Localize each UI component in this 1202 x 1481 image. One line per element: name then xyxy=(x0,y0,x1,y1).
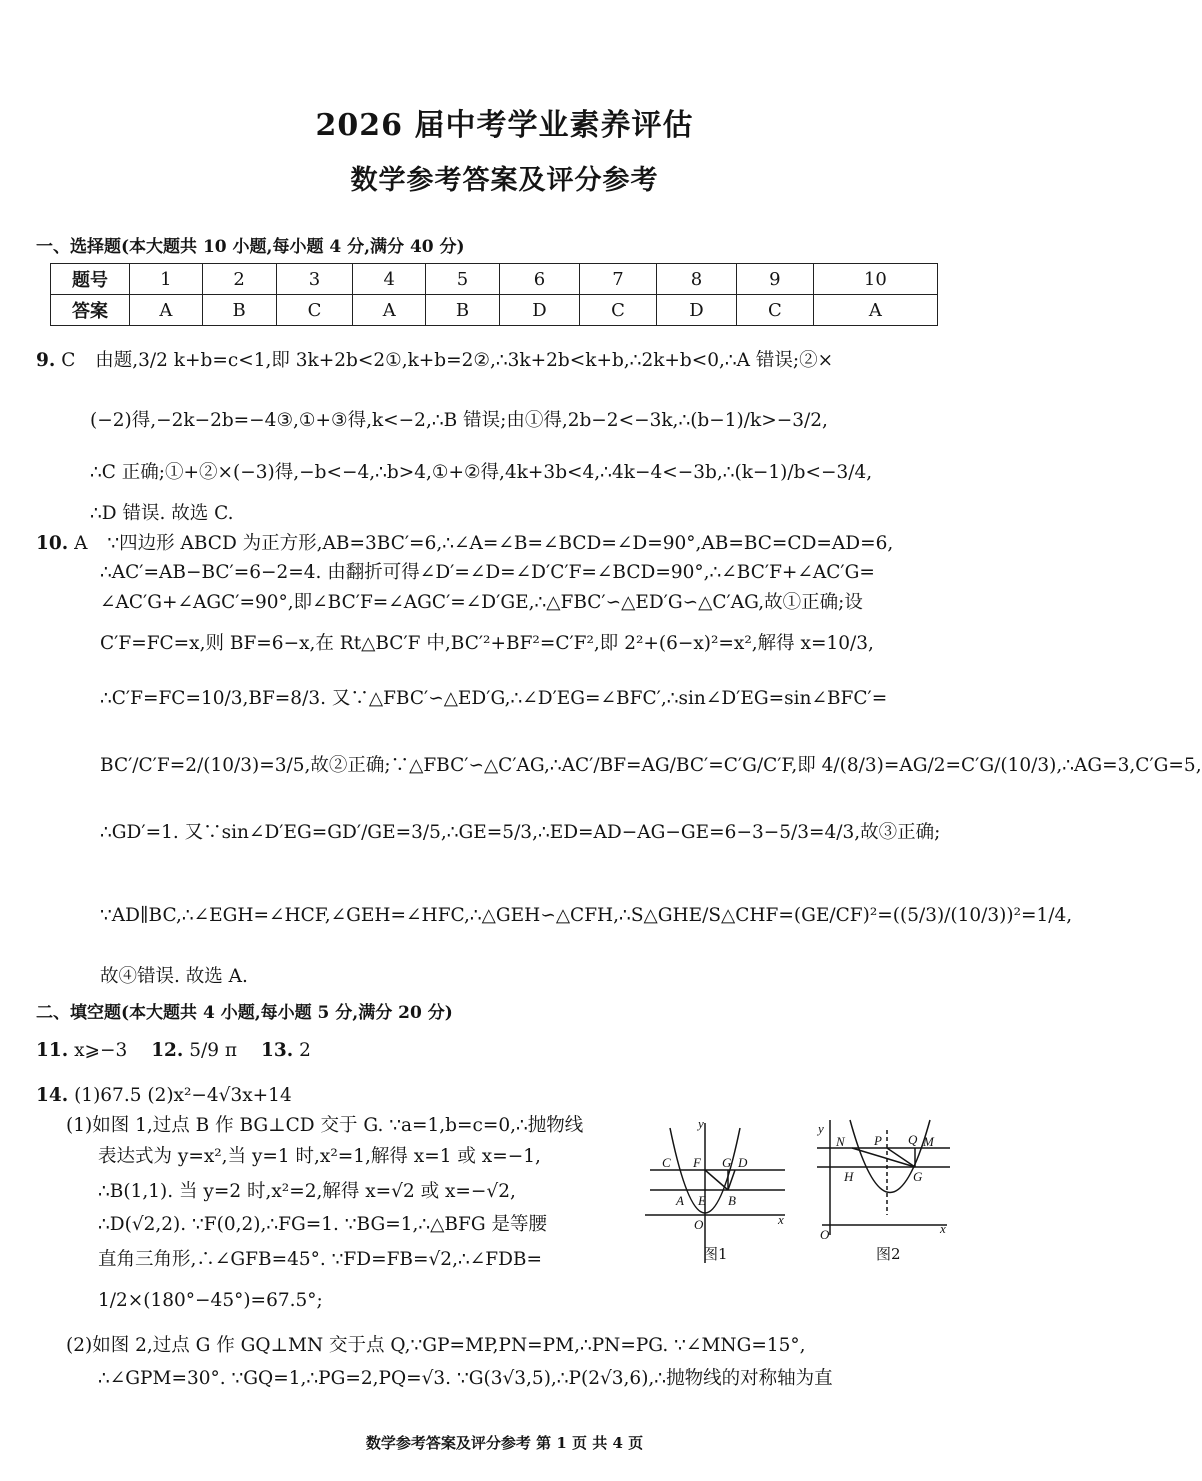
section-heading-choice: 一、选择题(本大题共 10 小题,每小题 4 分,满分 40 分) xyxy=(36,237,465,257)
q10-line-1 xyxy=(36,533,893,555)
answer-cell: C xyxy=(580,295,657,326)
fig1-label-d: D xyxy=(738,1155,748,1170)
q14-line-4: ∴D(√2,2). ∵F(0,2),∴FG=1. ∵BG=1,∴△BFG 是等腰 xyxy=(98,1214,547,1235)
q14-line-8: ∴∠GPM=30°. ∵GQ=1,∴PG=2,PQ=√3. ∵G(3√3,5),∴P(2√3,6),∴抛物线的对称轴为直 xyxy=(98,1368,833,1389)
answer-cell: C xyxy=(737,295,814,326)
question-number-cell: 5 xyxy=(426,264,500,295)
answer-cell: B xyxy=(426,295,500,326)
q9-line-3: ∴C 正确;①+②×(−3)得,−b<−4,∴b>4,①+②得,4k+3b<4,∴4k−4<−3b,∴(k−1)/b<−3/4, xyxy=(90,462,873,483)
question-answer: A xyxy=(74,533,88,554)
fig2-label-y: y xyxy=(818,1121,824,1136)
figure-1-caption: 图1 xyxy=(703,1245,728,1263)
answer-cell: D xyxy=(656,295,736,326)
answer-13: 2 xyxy=(299,1040,311,1061)
fig1-label-f: F xyxy=(693,1155,701,1170)
question-number: 14. xyxy=(36,1085,69,1106)
question-number-cell: 10 xyxy=(813,264,937,295)
question-number-cell: 7 xyxy=(580,264,657,295)
table-row xyxy=(51,264,938,295)
table-header-cell: 答案 xyxy=(51,295,130,326)
q10-line-9: 故④错误. 故选 A. xyxy=(100,966,248,987)
answer-12: 5/9 π xyxy=(189,1040,238,1061)
page-footer: 数学参考答案及评分参考 第 1 页 共 4 页 xyxy=(365,1434,644,1452)
question-number: 11. xyxy=(36,1040,69,1061)
answer-cell: C xyxy=(276,295,353,326)
q9-line-1 xyxy=(36,350,833,372)
fig1-label-y: y xyxy=(698,1116,704,1131)
fig2-label-n: N xyxy=(836,1134,845,1149)
solution-text: 由题,3/2 k+b=c<1,即 3k+2b<2①,k+b=2②,∴3k+2b<k+b,∴2k+b<0,∴A 错误;②× xyxy=(95,350,834,371)
question-answer: C xyxy=(61,350,76,371)
q11-13-line xyxy=(36,1040,311,1062)
figure-2 xyxy=(812,1115,952,1245)
q10-line-6: BC′/C′F=2/(10/3)=3/5,故②正确;∵△FBC′∽△C′AG,∴AC′/BF=AG/BC′=C′G/C′F,即 4/(8/3)=AG/2=C′G/(10/3),∴AG=3,C′G=5, xyxy=(100,755,1202,776)
question-number-cell: 2 xyxy=(202,264,276,295)
question-number-cell: 3 xyxy=(276,264,353,295)
fig1-label-x: x xyxy=(778,1212,784,1227)
answer-cell: A xyxy=(353,295,426,326)
answer-cell: A xyxy=(813,295,937,326)
table-header-cell: 题号 xyxy=(51,264,130,295)
fig2-label-q: Q xyxy=(908,1132,918,1147)
answer-cell: B xyxy=(202,295,276,326)
question-number: 13. xyxy=(260,1040,294,1061)
fig1-label-g: G xyxy=(722,1155,732,1170)
q10-line-2: ∴AC′=AB−BC′=6−2=4. 由翻折可得∠D′=∠D=∠D′C′F=∠BCD=90°,∴∠BC′F+∠AC′G= xyxy=(100,562,875,583)
answer-11: x⩾−3 xyxy=(74,1040,128,1061)
question-number: 9. xyxy=(36,350,56,371)
answer-table xyxy=(50,263,938,326)
section-heading-fill: 二、填空题(本大题共 4 小题,每小题 5 分,满分 20 分) xyxy=(36,1003,453,1023)
question-number-cell: 9 xyxy=(737,264,814,295)
q9-line-2: (−2)得,−2k−2b=−4③,①+③得,k<−2,∴B 错误;由①得,2b−2<−3k,∴(b−1)/k>−3/2, xyxy=(90,410,828,431)
q14-line-1: (1)如图 1,过点 B 作 BG⊥CD 交于 G. ∵a=1,b=c=0,∴抛物线 xyxy=(66,1115,584,1136)
fig2-label-g: G xyxy=(913,1169,923,1184)
page-title: 2026 届中考学业素养评估 xyxy=(315,108,694,143)
fig2-label-m: M xyxy=(923,1134,934,1149)
fig2-label-p: P xyxy=(874,1133,882,1148)
q14-line-0 xyxy=(36,1085,292,1107)
q10-line-7: ∴GD′=1. 又∵sin∠D′EG=GD′/GE=3/5,∴GE=5/3,∴ED=AD−AG−GE=6−3−5/3=4/3,故③正确; xyxy=(100,822,941,843)
segment-pg xyxy=(887,1148,915,1167)
question-number-cell: 1 xyxy=(130,264,203,295)
q10-line-4: C′F=FC=x,则 BF=6−x,在 Rt△BC′F 中,BC′²+BF²=C′F²,即 2²+(6−x)²=x²,解得 x=10/3, xyxy=(100,633,874,654)
answer-cell: D xyxy=(499,295,579,326)
q14-line-2: 表达式为 y=x²,当 y=1 时,x²=1,解得 x=1 或 x=−1, xyxy=(98,1146,541,1167)
fig1-label-b: B xyxy=(728,1193,736,1208)
fig2-label-x: x xyxy=(940,1221,946,1236)
question-number-cell: 6 xyxy=(499,264,579,295)
question-number: 10. xyxy=(36,533,69,554)
q10-line-3: ∠AC′G+∠AGC′=90°,即∠BC′F=∠AGC′=∠D′GE,∴△FBC′∽△ED′G∽△C′AG,故①正确;设 xyxy=(100,592,863,613)
q14-summary: (1)67.5 (2)x²−4√3x+14 xyxy=(74,1085,292,1106)
page-subtitle: 数学参考答案及评分参考 xyxy=(350,165,659,196)
fig1-label-e: E xyxy=(698,1193,706,1208)
fig1-label-a: A xyxy=(676,1193,684,1208)
q14-line-5: 直角三角形,∴∠GFB=45°. ∵FD=FB=√2,∴∠FDB= xyxy=(98,1249,542,1270)
fig1-label-o: O xyxy=(694,1217,704,1232)
solution-text: ∵四边形 ABCD 为正方形,AB=3BC′=6,∴∠A=∠B=∠BCD=∠D=90°,AB=BC=CD=AD=6, xyxy=(107,533,894,554)
question-number-cell: 4 xyxy=(353,264,426,295)
question-number: 12. xyxy=(151,1040,184,1061)
q14-line-3: ∴B(1,1). 当 y=2 时,x²=2,解得 x=√2 或 x=−√2, xyxy=(98,1181,516,1202)
q14-line-6: 1/2×(180°−45°)=67.5°; xyxy=(98,1290,323,1311)
fig1-label-c: C xyxy=(662,1155,671,1170)
fig2-label-o: O xyxy=(820,1227,830,1242)
q10-line-5: ∴C′F=FC=10/3,BF=8/3. 又∵△FBC′∽△ED′G,∴∠D′EG=∠BFC′,∴sin∠D′EG=sin∠BFC′= xyxy=(100,688,888,709)
q9-line-4: ∴D 错误. 故选 C. xyxy=(90,503,234,524)
table-row xyxy=(51,295,938,326)
q10-line-8: ∵AD∥BC,∴∠EGH=∠HCF,∠GEH=∠HFC,∴△GEH∽△CFH,∴S△GHE/S△CHF=(GE/CF)²=((5/3)/(10/3))²=1/4, xyxy=(100,905,1073,926)
answer-cell: A xyxy=(130,295,203,326)
q14-line-7: (2)如图 2,过点 G 作 GQ⊥MN 交于点 Q,∵GP=MP,PN=PM,∴PN=PG. ∵∠MNG=15°, xyxy=(66,1335,806,1356)
segment-fb xyxy=(705,1170,728,1190)
question-number-cell: 8 xyxy=(656,264,736,295)
figure-2-caption: 图2 xyxy=(876,1245,901,1263)
fig2-label-h: H xyxy=(844,1169,854,1184)
